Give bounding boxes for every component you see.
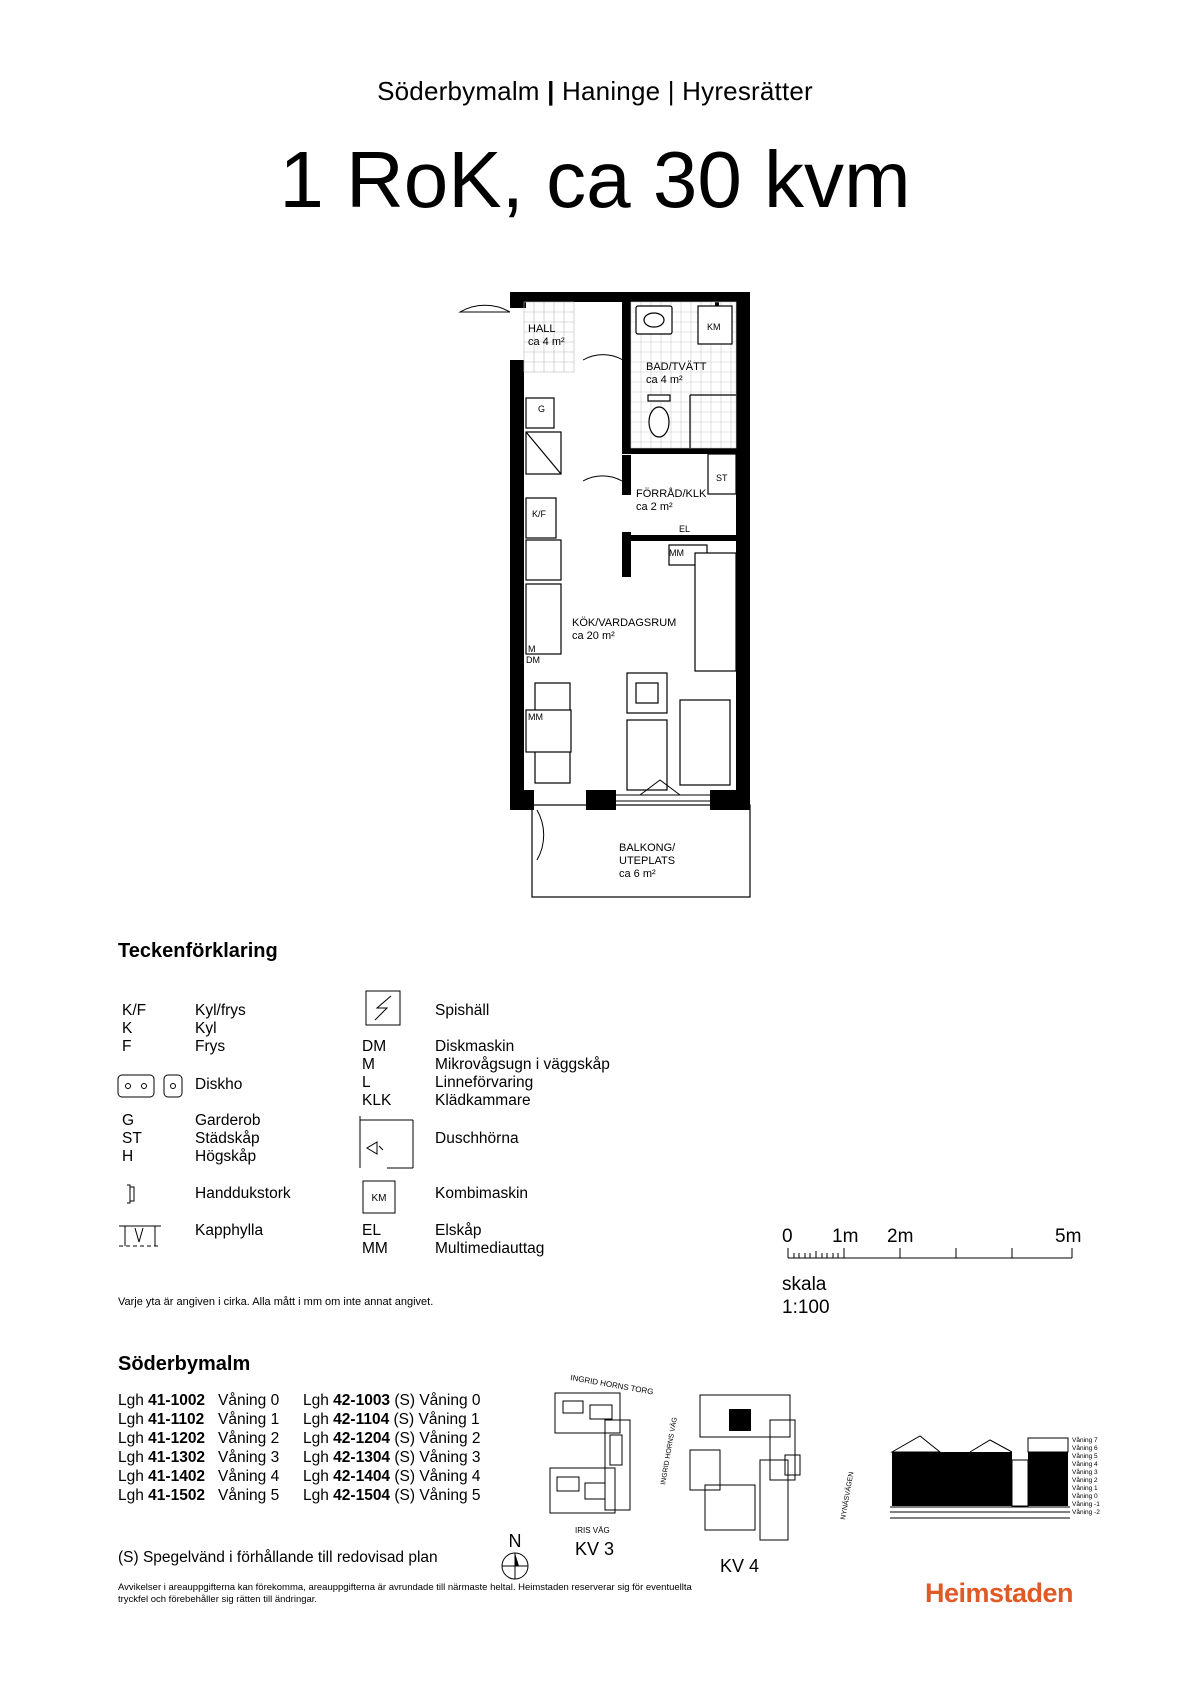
- street-label: NYNÄSVÄGEN: [840, 1471, 856, 1521]
- hob-icon: [365, 990, 401, 1026]
- legend-code: KLK: [362, 1092, 392, 1109]
- apartment-floor: Våning 0: [218, 1392, 280, 1409]
- scale-label: skala: [782, 1274, 827, 1295]
- room-hall-area: ca 4 m²: [528, 336, 565, 348]
- legend-code: MM: [362, 1240, 388, 1257]
- legend-code: EL: [362, 1222, 381, 1239]
- floor-label: Våning -1: [1072, 1501, 1100, 1508]
- legend-text: Diskmaskin: [435, 1038, 515, 1055]
- legend-title: Teckenförklaring: [118, 940, 278, 962]
- shower-corner-icon: [357, 1114, 417, 1170]
- room-storage-name: FÖRRÅD/KLK: [636, 488, 707, 500]
- legend-code: F: [122, 1038, 132, 1055]
- legend-code: K/F: [122, 1002, 147, 1019]
- mirror-note: (S) Spegelvänd i förhållande till redovisad plan: [118, 1549, 438, 1566]
- combi-machine-icon: [362, 1180, 396, 1214]
- legend-text: Multimediauttag: [435, 1240, 545, 1257]
- label-st: ST: [716, 473, 728, 483]
- legend-text: Elskåp: [435, 1222, 482, 1239]
- diskho-icon: [117, 1074, 185, 1098]
- legend-text: Kyl/frys: [195, 1002, 246, 1019]
- page-title: 1 RoK, ca 30 kvm: [279, 135, 911, 224]
- apartment-row: Lgh 42-1204 (S) Våning 2: [303, 1430, 481, 1447]
- floor-label: Våning 2: [1072, 1477, 1098, 1484]
- apartment-row: Lgh 41-1202: [118, 1430, 206, 1447]
- apartment-row: Lgh 41-1102: [118, 1411, 205, 1428]
- apartment-row: Lgh 41-1402: [118, 1468, 206, 1485]
- scale-tick-label: 2m: [887, 1226, 914, 1247]
- room-balcony-name: BALKONG/: [619, 842, 676, 854]
- apartment-row: Lgh 41-1502: [118, 1487, 206, 1504]
- room-balcony-name2: UTEPLATS: [619, 855, 676, 867]
- legend-text: Diskho: [195, 1076, 243, 1093]
- room-hall-name: HALL: [528, 323, 556, 335]
- legend-code: G: [122, 1112, 135, 1129]
- apartment-floor: Våning 5: [218, 1487, 280, 1504]
- subtitle-separator: |: [547, 76, 555, 106]
- legend-text: Klädkammare: [435, 1092, 531, 1109]
- site-plan: [495, 1365, 885, 1580]
- label-el: EL: [679, 524, 691, 534]
- floor-label: Våning 5: [1072, 1453, 1098, 1460]
- subtitle-area: Söderbymalm: [377, 76, 540, 106]
- room-bath-area: ca 4 m²: [646, 374, 683, 386]
- label-mm-1: MM: [669, 548, 684, 558]
- legend-text: Högskåp: [195, 1148, 257, 1165]
- label-km: KM: [707, 322, 721, 332]
- scale-bar: [780, 1222, 1100, 1322]
- apartment-row: Lgh 42-1104 (S) Våning 1: [303, 1411, 480, 1428]
- scale-tick-label: 0: [782, 1226, 793, 1247]
- apartment-row: Lgh 42-1304 (S) Våning 3: [303, 1449, 481, 1466]
- subtitle-separator: |: [667, 76, 675, 106]
- street-label: INGRID HORNS VÄG: [660, 1416, 679, 1486]
- apartment-row: Lgh 42-1504 (S) Våning 5: [303, 1487, 481, 1504]
- legend-text: Frys: [195, 1038, 226, 1055]
- label-dm: DM: [526, 655, 540, 665]
- coat-rack-icon: [117, 1220, 163, 1252]
- legend-text: Kapphylla: [195, 1222, 264, 1239]
- room-bath-name: BAD/TVÄTT: [646, 361, 707, 373]
- room-living-name: KÖK/VARDAGSRUM: [572, 617, 677, 629]
- combi-icon-label: KM: [371, 1193, 387, 1204]
- page-subtitle: [0, 76, 1190, 107]
- legend-text: Handdukstork: [195, 1185, 291, 1202]
- disclaimer: Avvikelser i areauppgifterna kan förekomma, areauppgifterna är avrundade till närmaste heltal. Heimstaden reserverar sig för eventuellta tryckfel och förebehåller sig rätten till ändringar.: [118, 1582, 692, 1605]
- floor-label: Våning 0: [1072, 1493, 1098, 1500]
- legend-text: Duschhörna: [435, 1130, 519, 1147]
- floor-label: Våning 1: [1072, 1485, 1098, 1492]
- legend-code: M: [362, 1056, 375, 1073]
- scale-tick-label: 5m: [1055, 1226, 1082, 1247]
- apartment-floor: Våning 4: [218, 1468, 280, 1485]
- apartment-floor: Våning 3: [218, 1449, 280, 1466]
- room-balcony-area: ca 6 m²: [619, 868, 656, 880]
- apartment-row: Lgh 41-1002: [118, 1392, 206, 1409]
- floor-label: Våning 3: [1072, 1469, 1098, 1476]
- legend-code: ST: [122, 1130, 142, 1147]
- highlighted-building: [729, 1409, 751, 1431]
- room-storage-area: ca 2 m²: [636, 501, 673, 513]
- legend-text: Städskåp: [195, 1130, 260, 1147]
- area-note: Varje yta är angiven i cirka. Alla mått i mm om inte annat angivet.: [118, 1296, 434, 1308]
- legend-text: Kombimaskin: [435, 1185, 529, 1202]
- legend-code: H: [122, 1148, 134, 1165]
- floor-label: Våning 4: [1072, 1461, 1098, 1468]
- legend-text: Linneförvaring: [435, 1074, 534, 1091]
- floor-label: Våning 6: [1072, 1445, 1098, 1452]
- legend-text: Garderob: [195, 1112, 261, 1129]
- label-mm-2: MM: [528, 712, 543, 722]
- floor-plan: [440, 285, 760, 905]
- scale-tick-label: 1m: [832, 1226, 859, 1247]
- legend-code: DM: [362, 1038, 387, 1055]
- label-kf: K/F: [532, 509, 547, 519]
- building-section: [890, 1430, 1100, 1520]
- north-arrow-icon: [498, 1532, 532, 1582]
- block-label-kv4: KV 4: [720, 1556, 760, 1576]
- north-label: N: [508, 1532, 522, 1551]
- apartment-row: Lgh 41-1302: [118, 1449, 206, 1466]
- scale-ratio: 1:100: [782, 1297, 830, 1318]
- street-label: IRIS VÄG: [575, 1526, 610, 1535]
- subtitle-tenure: Hyresrätter: [682, 76, 813, 106]
- legend-code: L: [362, 1074, 371, 1091]
- towel-rail-icon: [124, 1183, 138, 1205]
- room-living-area: ca 20 m²: [572, 630, 615, 642]
- apartment-floor: Våning 1: [218, 1411, 280, 1428]
- brand-logo: Heimstaden: [925, 1578, 1074, 1608]
- label-m: M: [528, 644, 536, 654]
- legend-text: Spishäll: [435, 1002, 490, 1019]
- subtitle-municipality: Haninge: [562, 76, 661, 106]
- legend-code: K: [122, 1020, 133, 1037]
- legend-text: Kyl: [195, 1020, 217, 1037]
- doors: [460, 305, 710, 860]
- block-label-kv3: KV 3: [575, 1539, 615, 1559]
- apartment-row: Lgh 42-1003 (S) Våning 0: [303, 1392, 481, 1409]
- label-g: G: [538, 404, 546, 414]
- section-title: Söderbymalm: [118, 1353, 251, 1375]
- floor-label: Våning 7: [1072, 1437, 1098, 1444]
- apartment-floor: Våning 2: [218, 1430, 280, 1447]
- floor-label: Våning -2: [1072, 1509, 1100, 1516]
- legend-text: Mikrovågsugn i väggskåp: [435, 1056, 610, 1073]
- street-label: INGRID HORNS TORG: [569, 1373, 655, 1397]
- apartment-row: Lgh 42-1404 (S) Våning 4: [303, 1468, 481, 1485]
